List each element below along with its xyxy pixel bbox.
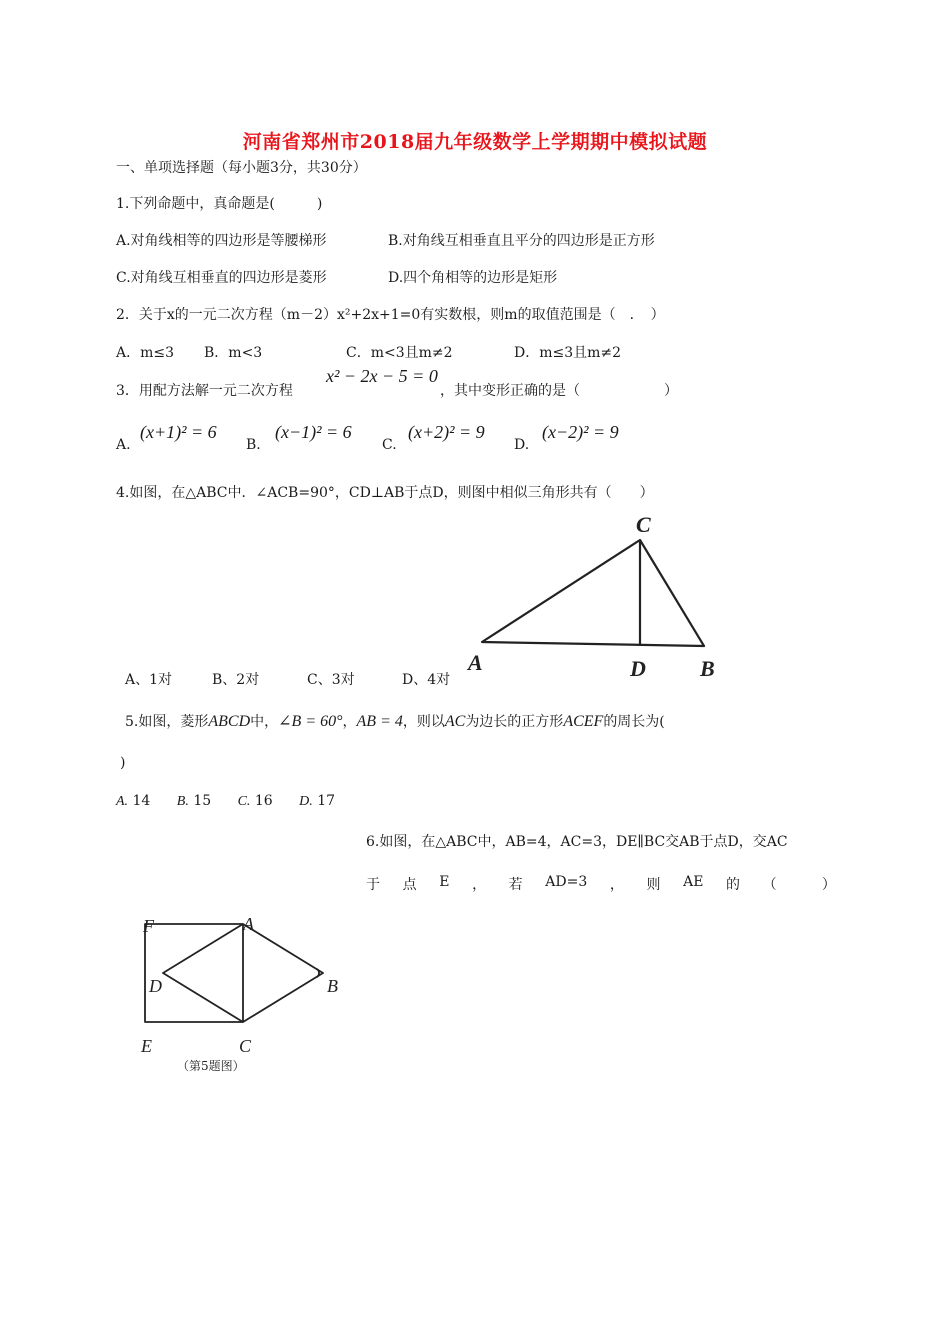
q2-option-a: A．m≤3 <box>116 345 175 361</box>
q1-option-c: C.对角线互相垂直的四边形是菱形 <box>116 270 327 286</box>
q3-equation: x² − 2x − 5 = 0 <box>326 366 438 386</box>
label-a: A <box>468 650 483 675</box>
q5-stem <box>125 711 665 731</box>
q1-option-b: B.对角线互相垂直且平分的四边形是正方形 <box>388 233 655 249</box>
triangle-abc <box>482 540 704 646</box>
q6-word: （ <box>762 877 777 893</box>
q5-option-b-value: 15 <box>193 793 212 809</box>
q6-word: 于 <box>366 877 380 893</box>
q5-math-abcd: ABCD <box>208 713 251 730</box>
q6-word: E <box>439 874 450 890</box>
label-a: A <box>243 914 254 934</box>
q3-option-c-expr: (x+2)² = 9 <box>408 422 485 442</box>
q5-math-angle: ∠B = 60° <box>278 713 343 730</box>
label-f: F <box>143 916 154 936</box>
q5-option-c-label: C. <box>237 794 251 809</box>
q3-stem-post: ，其中变形正确的是（ ） <box>440 383 678 399</box>
q3-option-d-label: D. <box>514 437 530 453</box>
q2-option-b: B．m<3 <box>204 345 263 361</box>
q5-text-1: 5.如图，菱形 <box>125 714 209 730</box>
q4-option-b: B、2对 <box>212 672 260 688</box>
section-heading: 一、单项选择题（每小题3分，共30分） <box>116 160 367 176</box>
q6-word: AD=3 <box>545 874 588 890</box>
q2-stem: 2．关于x的一元二次方程（m－2）x²+2x+1=0有实数根，则m的取值范围是（ ． ） <box>116 307 665 323</box>
label-c: C <box>239 1036 252 1056</box>
square-acef-sides <box>145 924 243 1022</box>
q6-word: 的 <box>726 877 741 893</box>
q5-math-acef: ACEF <box>563 713 604 730</box>
q5-text-3: ， <box>342 714 357 730</box>
q5-options <box>116 793 335 810</box>
figure-caption: （第5题图） <box>177 1059 245 1073</box>
q3-option-d-expr: (x−2)² = 9 <box>542 422 619 442</box>
q5-math-ab: AB = 4 <box>356 713 403 730</box>
q6-word: 若 <box>508 877 523 893</box>
label-d: D <box>630 656 646 681</box>
q5-text-5: 为边长的正方形 <box>465 714 564 730</box>
q5-option-c-value: 16 <box>254 793 273 809</box>
q6-word: 点 <box>402 877 417 893</box>
q1-stem: 1.下列命题中，真命题是( ) <box>116 196 323 212</box>
q1-option-a: A.对角线相等的四边形是等腰梯形 <box>116 233 327 249</box>
q6-word: ） <box>821 877 836 893</box>
q6-word: ， <box>609 877 624 893</box>
q5-text-4: ，则以 <box>402 714 445 730</box>
label-b: B <box>327 976 338 996</box>
q3-stem-pre: 3．用配方法解一元二次方程 <box>116 383 293 399</box>
q5-option-b-label: B. <box>176 794 189 809</box>
q3-option-a-expr: (x+1)² = 6 <box>140 422 217 442</box>
label-b: B <box>700 656 715 681</box>
q3-option-c-label: C. <box>382 437 397 453</box>
label-d: D <box>149 976 162 996</box>
q5-math-ac: AC <box>444 713 466 730</box>
q5-stem-continued: ) <box>120 755 126 771</box>
q4-triangle-figure <box>460 508 730 688</box>
q4-option-d: D、4对 <box>402 672 451 688</box>
q5-rhombus-square-figure <box>135 912 355 1077</box>
q5-text-2: 中， <box>250 714 279 730</box>
q5-option-a-label: A. <box>116 794 129 809</box>
q4-option-c: C、3对 <box>307 672 355 688</box>
q6-line-1: 6.如图，在△ABC中，AB=4，AC=3，DE∥BC交AB于点D，交AC <box>366 834 788 850</box>
q6-word: 则 <box>646 877 661 893</box>
label-c: C <box>636 512 651 537</box>
label-e: E <box>141 1036 152 1056</box>
page-title: 河南省郑州市2018届九年级数学上学期期中模拟试题 <box>242 131 708 153</box>
q4-stem: 4.如图，在△ABC中．∠ACB=90°，CD⊥AB于点D，则图中相似三角形共有（ ） <box>116 485 654 501</box>
q3-option-a-label: A. <box>116 437 131 453</box>
q2-option-c: C．m<3且m≠2 <box>346 345 453 361</box>
angle-b-arc <box>317 969 319 977</box>
q2-option-d: D．m≤3且m≠2 <box>514 345 622 361</box>
q6-line-2 <box>366 874 836 894</box>
q5-option-d-label: D. <box>299 794 313 809</box>
q1-option-d: D.四个角相等的边形是矩形 <box>388 270 558 286</box>
q5-text-6: 的周长为( <box>603 714 665 730</box>
q3-option-b-expr: (x−1)² = 6 <box>275 422 352 442</box>
q6-word: AE <box>683 874 704 890</box>
q5-option-d-value: 17 <box>317 793 336 809</box>
q6-word: ， <box>472 877 487 893</box>
q5-option-a-value: 14 <box>132 793 151 809</box>
q4-option-a: A、1对 <box>125 672 173 688</box>
q3-option-b-label: B. <box>246 437 261 453</box>
